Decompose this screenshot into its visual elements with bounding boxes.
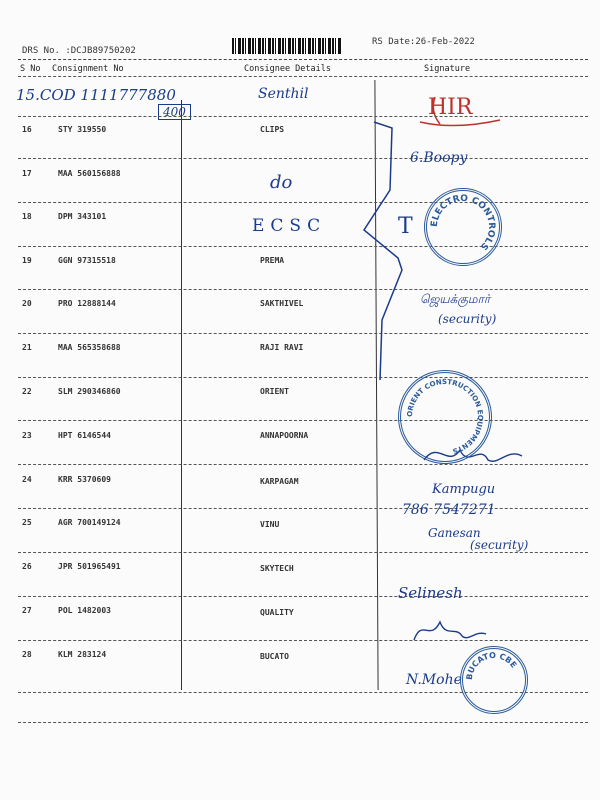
row-consignee: SAKTHIVEL (260, 299, 304, 308)
row15-sign-underline (415, 92, 505, 132)
col-consignee-header: Consignee Details (244, 64, 331, 74)
row-consignment: KRR 5370609 (58, 475, 111, 484)
handwritten-row15-sign: HIR (428, 95, 473, 120)
handwritten-row15-entry: 15.COD 1111777880 (16, 86, 176, 104)
row-sno: 27 (22, 606, 32, 615)
row-sno: 25 (22, 518, 32, 527)
row-sno: 16 (22, 125, 32, 134)
stamp-orient-construction (398, 370, 492, 464)
svg-text:ORIENT CONSTRUCTION EQUIPMENTS: ORIENT CONSTRUCTION EQUIPMENTS (405, 377, 485, 456)
handwritten-row26-sign: Selinesh (398, 584, 463, 602)
row-consignee: CLIPS (260, 125, 285, 134)
row-sno: 17 (22, 169, 32, 178)
row-consignment: DPM 343101 (58, 212, 107, 221)
handwritten-row15-amount: 400 (158, 104, 191, 120)
row-sno: 26 (22, 562, 32, 571)
header-divider (18, 59, 588, 60)
row-sno: 22 (22, 387, 32, 396)
handwritten-row17-name: do (270, 172, 293, 193)
handwritten-row25-sign-b: (security) (470, 538, 529, 552)
row-divider (18, 246, 588, 247)
row-divider (18, 377, 588, 378)
handwritten-row28-sign: N.Mohe (406, 672, 462, 688)
row-sno: 21 (22, 343, 32, 352)
handwritten-row20-sign-b: (security) (438, 312, 497, 326)
handwritten-row25-sign-a: Ganesan (428, 526, 481, 540)
row-divider (18, 202, 588, 203)
row-consignment: GGN 97315518 (58, 256, 116, 265)
row-divider (18, 552, 588, 553)
row-divider (18, 158, 588, 159)
row-consignee: VINU (260, 520, 280, 529)
row-divider (18, 289, 588, 290)
col-signature-header: Signature (424, 64, 471, 74)
row-consignment: HPT 6146544 (58, 431, 111, 440)
bracket-mark (352, 120, 412, 410)
row-divider (18, 508, 588, 509)
handwritten-row24-phone: 786 7547271 (402, 502, 496, 518)
row-sno: 18 (22, 212, 32, 221)
handwritten-row20-sign-a: ஜெயக்குமார் (420, 292, 491, 306)
row-consignment: JPR 501965491 (58, 562, 121, 571)
signature-scribble-row27 (410, 612, 490, 648)
row-consignment: POL 1482003 (58, 606, 111, 615)
stamp-electro-controls (424, 188, 502, 266)
col-sno-header: S No (20, 64, 41, 74)
row-consignee: KARPAGAM (260, 477, 299, 486)
row-consignment: KLM 283124 (58, 650, 107, 659)
row-divider (18, 333, 588, 334)
row-consignee: PREMA (260, 256, 285, 265)
row-consignment: PRO 12888144 (58, 299, 116, 308)
svg-text:ELECTRO CONTROLS: ELECTRO CONTROLS (429, 193, 497, 252)
col-consignment-header: Consignment No (52, 64, 124, 74)
row-sno: 24 (22, 475, 32, 484)
row-sno: 28 (22, 650, 32, 659)
row-consignee: ANNAPOORNA (260, 431, 309, 440)
handwritten-row15-name: Senthil (258, 86, 309, 102)
row-consignee: BUCATO (260, 652, 289, 661)
row-consignee: SKYTECH (260, 564, 294, 573)
row-consignment: MAA 565358688 (58, 343, 121, 352)
row-consignment: STY 319550 (58, 125, 107, 134)
row-consignee: ORIENT (260, 387, 289, 396)
row-consignment: AGR 700149124 (58, 518, 121, 527)
rs-date: RS Date:26-Feb-2022 (372, 37, 475, 47)
row-consignment: MAA 560156888 (58, 169, 121, 178)
stamp-bucato (460, 646, 528, 714)
row-divider (18, 722, 588, 723)
row-consignee: RAJI RAVI (260, 343, 304, 352)
column-header-divider (18, 76, 588, 77)
row-sno: 20 (22, 299, 32, 308)
drs-number: DRS No. :DCJB89750202 (22, 46, 136, 56)
row-divider (18, 640, 588, 641)
barcode (232, 38, 342, 54)
svg-text:BUCATO CBE: BUCATO CBE (464, 650, 519, 681)
row-sno: 19 (22, 256, 32, 265)
row-divider (18, 116, 588, 117)
row-divider (18, 420, 588, 421)
row-divider (18, 596, 588, 597)
row-consignee: QUALITY (260, 608, 294, 617)
handwritten-row16-sign: 6.Boopy (410, 150, 468, 166)
handwritten-row18-name: ECSC (252, 216, 327, 236)
handwritten-row18-sign: T (398, 214, 413, 239)
handwritten-row24-sign-a: Kampugu (432, 482, 496, 497)
row-sno: 23 (22, 431, 32, 440)
column-line-left (181, 100, 182, 690)
row-consignment: SLM 290346860 (58, 387, 121, 396)
